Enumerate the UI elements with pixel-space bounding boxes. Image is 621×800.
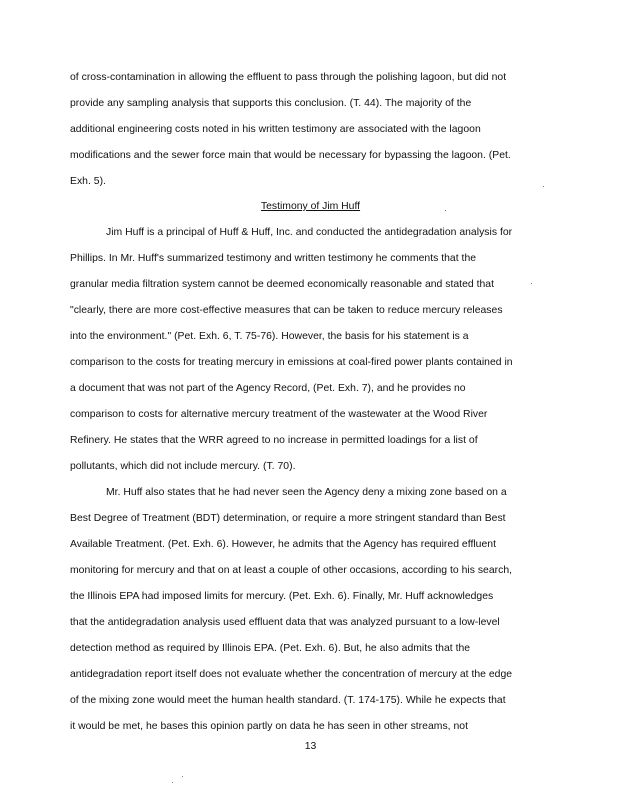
text-line: a document that was not part of the Agency Record, (Pet. Exh. 7), and he provides no (70, 383, 466, 394)
text-line: that the antidegradation analysis used effluent data that was analyzed pursuant to a low-level (70, 617, 500, 628)
section-heading: Testimony of Jim Huff (260, 201, 361, 212)
text-line: into the environment." (Pet. Exh. 6, T. 75-76). However, the basis for his statement is a (70, 331, 469, 342)
text-line: pollutants, which did not include mercury. (T. 70). (70, 461, 296, 472)
text-line: antidegradation report itself does not evaluate whether the concentration of mercury at the edge (70, 669, 513, 680)
text-line: the Illinois EPA had imposed limits for mercury. (Pet. Exh. 6). Finally, Mr. Huff acknowledges (70, 591, 494, 602)
text-line: Jim Huff is a principal of Huff & Huff, Inc. and conducted the antidegradation analysis for (106, 227, 513, 238)
text-line: comparison to the costs for treating mercury in emissions at coal-fired power plants contained in (70, 357, 513, 368)
text-line: "clearly, there are more cost-effective measures that can be taken to reduce mercury releases (70, 305, 503, 316)
text-line: monitoring for mercury and that on at least a couple of other occasions, according to his search, (70, 565, 513, 576)
scan-speck (182, 776, 183, 777)
text-line: modifications and the sewer force main that would be necessary for bypassing the lagoon. (Pet. (70, 150, 511, 161)
text-line: it would be met, he bases this opinion partly on data he has seen in other streams, not (70, 721, 468, 732)
page-number: 13 (304, 741, 317, 752)
text-line: Mr. Huff also states that he had never seen the Agency deny a mixing zone based on a (106, 487, 507, 498)
scan-speck (531, 283, 532, 284)
text-line: Exh. 5). (70, 176, 106, 187)
text-line: detection method as required by Illinois EPA. (Pet. Exh. 6). But, he also admits that the (70, 643, 471, 654)
scan-speck (543, 186, 544, 187)
text-line: of the mixing zone would meet the human health standard. (T. 174-175). While he expects that (70, 695, 506, 706)
text-line: provide any sampling analysis that supports this conclusion. (T. 44). The majority of the (70, 98, 472, 109)
text-line: Refinery. He states that the WRR agreed to no increase in permitted loadings for a list of (70, 435, 478, 446)
text-line: granular media filtration system cannot be deemed economically reasonable and stated that (70, 279, 495, 290)
text-line: comparison to costs for alternative mercury treatment of the wastewater at the Wood River (70, 409, 488, 420)
text-line: Phillips. In Mr. Huff's summarized testimony and written testimony he comments that the (70, 253, 477, 264)
text-line: Best Degree of Treatment (BDT) determination, or require a more stringent standard than Best (70, 513, 506, 524)
text-line: Available Treatment. (Pet. Exh. 6). However, he admits that the Agency has required effluent (70, 539, 496, 550)
text-line: additional engineering costs noted in his written testimony are associated with the lagoon (70, 124, 481, 135)
text-line: of cross-contamination in allowing the effluent to pass through the polishing lagoon, but did not (70, 72, 507, 83)
scan-speck (445, 210, 446, 211)
scan-speck (172, 782, 173, 783)
